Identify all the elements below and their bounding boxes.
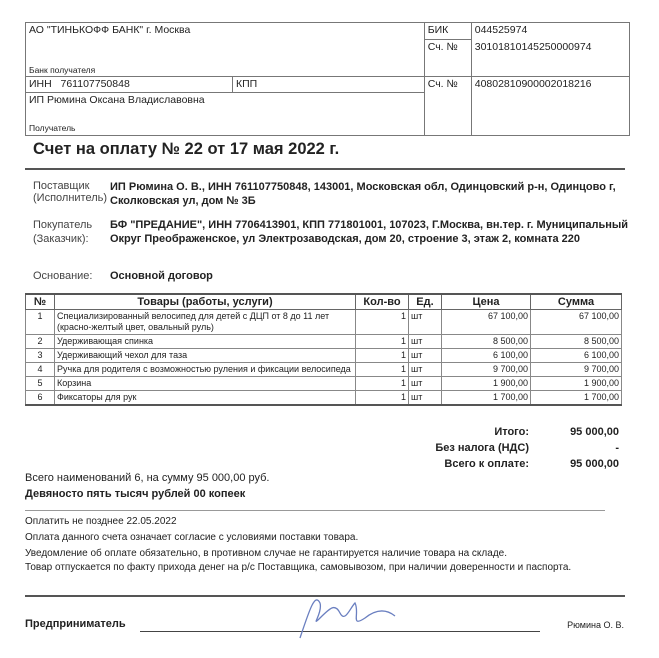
total-label: Итого: bbox=[494, 426, 529, 438]
col-goods: Товары (работы, услуги) bbox=[55, 294, 356, 310]
signature-image bbox=[290, 588, 400, 643]
vat-value: - bbox=[615, 442, 619, 454]
table-row bbox=[26, 335, 622, 349]
signer-name: Рюмина О. В. bbox=[567, 620, 624, 630]
bank-details-table bbox=[25, 22, 630, 136]
table-row bbox=[26, 391, 622, 406]
row-goods: Удерживающая спинка bbox=[55, 335, 356, 349]
row-sum: 1 700,00 bbox=[531, 391, 622, 406]
row-unit: шт bbox=[409, 310, 442, 335]
row-qty: 1 bbox=[356, 377, 409, 391]
totals bbox=[319, 424, 619, 472]
total-value: 95 000,00 bbox=[570, 426, 619, 438]
acc-label: Сч. № bbox=[424, 76, 471, 135]
row-num: 1 bbox=[26, 310, 55, 335]
row-num: 3 bbox=[26, 349, 55, 363]
col-sum: Сумма bbox=[531, 294, 622, 310]
items-table bbox=[25, 293, 622, 406]
inn-cell: ИНН 761107750848 bbox=[26, 76, 233, 92]
row-sum: 8 500,00 bbox=[531, 335, 622, 349]
account-value: 40802810900002018216 bbox=[471, 76, 629, 135]
row-qty: 1 bbox=[356, 391, 409, 406]
recipient-cell bbox=[26, 92, 425, 135]
row-sum: 67 100,00 bbox=[531, 310, 622, 335]
due-value: 95 000,00 bbox=[570, 458, 619, 470]
row-sum: 1 900,00 bbox=[531, 377, 622, 391]
row-unit: шт bbox=[409, 363, 442, 377]
supplier-value: ИП Рюмина О. В., ИНН 761107750848, 143001, Московская обл, Одинцовский р-н, Одинцово г, Сколковская ул, дом № 3Б bbox=[110, 181, 616, 207]
table-row bbox=[26, 349, 622, 363]
divider bbox=[25, 510, 605, 511]
row-unit: шт bbox=[409, 349, 442, 363]
summary: Всего наименований 6, на сумму 95 000,00 руб. bbox=[25, 472, 270, 484]
bik-label: БИК bbox=[424, 23, 471, 40]
table-row bbox=[26, 377, 622, 391]
invoice-title: Счет на оплату № 22 от 17 мая 2022 г. bbox=[33, 140, 340, 158]
row-num: 6 bbox=[26, 391, 55, 406]
divider bbox=[25, 168, 625, 170]
bank-name: АО "ТИНЬКОФФ БАНК" г. Москва bbox=[26, 23, 425, 57]
col-qty: Кол-во bbox=[356, 294, 409, 310]
row-price: 67 100,00 bbox=[442, 310, 531, 335]
signature-label: Предприниматель bbox=[25, 618, 126, 630]
inn-value: 761107750848 bbox=[60, 77, 130, 90]
row-price: 1 900,00 bbox=[442, 377, 531, 391]
basis-label: Основание: bbox=[33, 270, 93, 282]
row-num: 5 bbox=[26, 377, 55, 391]
notes: Оплатить не позднее 22.05.2022 Оплата данного счета означает согласие с условиями поставки товара. Уведомление об оплате обязательно, в противном случае не гарантируется наличие товара на складе. Товар отпускается по факту прихода денег на р/с Поставщика, самовывозом, при наличии доверенности и паспорта. bbox=[25, 516, 572, 573]
col-num: № bbox=[26, 294, 55, 310]
row-price: 6 100,00 bbox=[442, 349, 531, 363]
vat-label: Без налога (НДС) bbox=[435, 442, 529, 454]
row-num: 4 bbox=[26, 363, 55, 377]
row-unit: шт bbox=[409, 377, 442, 391]
row-unit: шт bbox=[409, 391, 442, 406]
bik-value: 044525974 bbox=[471, 23, 629, 40]
due-label: Всего к оплате: bbox=[444, 458, 529, 470]
basis-value: Основной договор bbox=[110, 270, 213, 282]
buyer-value: БФ "ПРЕДАНИЕ", ИНН 7706413901, КПП 771801001, 107023, Г.Москва, вн.тер. г. Муниципальный Округ Преображенское, ул Электрозаводская, дом 20, строение 3, этаж 2, комната 220 bbox=[110, 219, 629, 245]
row-qty: 1 bbox=[356, 349, 409, 363]
row-goods: Ручка для родителя с возможностью руления и фиксации велосипеда bbox=[55, 363, 356, 377]
row-qty: 1 bbox=[356, 310, 409, 335]
supplier-label: Поставщик (Исполнитель) bbox=[33, 180, 108, 204]
row-goods: Специализированный велосипед для детей с ДЦП от 8 до 11 лет (красно-желтый цвет, овальный руль) bbox=[55, 310, 356, 335]
kpp-label: КПП bbox=[233, 76, 425, 92]
row-price: 8 500,00 bbox=[442, 335, 531, 349]
row-goods: Корзина bbox=[55, 377, 356, 391]
recipient-label: Получатель bbox=[29, 122, 76, 133]
row-price: 9 700,00 bbox=[442, 363, 531, 377]
row-sum: 9 700,00 bbox=[531, 363, 622, 377]
corr-label: Сч. № bbox=[424, 40, 471, 77]
col-unit: Ед. bbox=[409, 294, 442, 310]
row-goods: Фиксаторы для рук bbox=[55, 391, 356, 406]
table-row bbox=[26, 310, 622, 335]
corr-account: 30101810145250000974 bbox=[471, 40, 629, 77]
row-unit: шт bbox=[409, 335, 442, 349]
table-row bbox=[26, 363, 622, 377]
bank-label: Банк получателя bbox=[26, 57, 425, 77]
row-qty: 1 bbox=[356, 363, 409, 377]
col-price: Цена bbox=[442, 294, 531, 310]
row-goods: Удерживающий чехол для таза bbox=[55, 349, 356, 363]
row-sum: 6 100,00 bbox=[531, 349, 622, 363]
amount-words: Девяносто пять тысяч рублей 00 копеек bbox=[25, 488, 246, 500]
buyer-label: Покупатель (Заказчик): bbox=[33, 219, 93, 245]
row-qty: 1 bbox=[356, 335, 409, 349]
recipient-name: ИП Рюмина Оксана Владиславовна bbox=[29, 93, 205, 106]
row-num: 2 bbox=[26, 335, 55, 349]
row-price: 1 700,00 bbox=[442, 391, 531, 406]
